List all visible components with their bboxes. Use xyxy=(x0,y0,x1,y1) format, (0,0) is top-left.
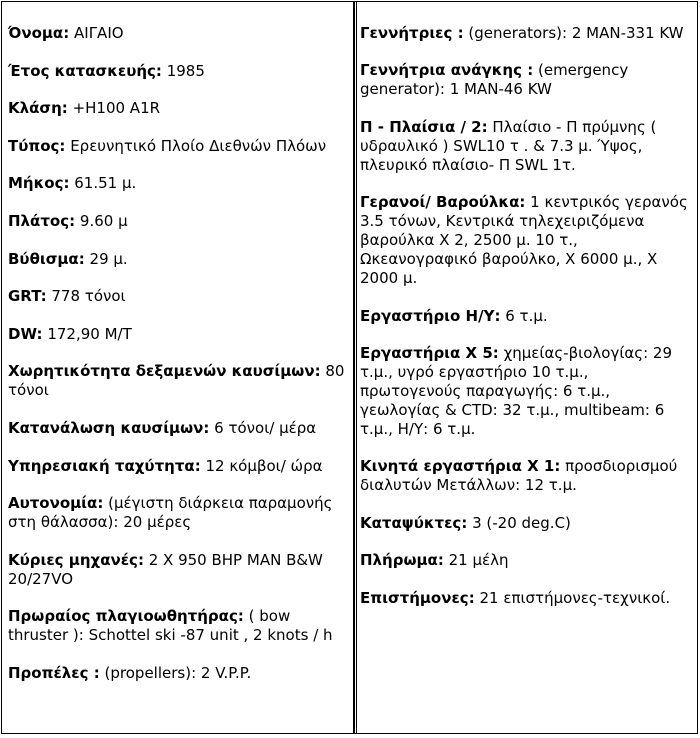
spec-row xyxy=(8,664,349,683)
spec-column-right xyxy=(356,2,697,733)
spec-row xyxy=(360,589,693,608)
spec-label: Κλάση: xyxy=(8,99,68,118)
spec-label: DW: xyxy=(8,324,43,343)
spec-row xyxy=(360,551,693,570)
spec-row xyxy=(8,99,349,118)
spec-value: 778 τόνοι xyxy=(51,287,126,306)
spec-label: Όνομα: xyxy=(8,24,70,42)
spec-label: Εργαστήριο Η/Υ: xyxy=(360,306,501,325)
spec-value: 61.51 μ. xyxy=(74,174,137,193)
spec-value: Ερευνητικό Πλοίο Διεθνών Πλόων xyxy=(70,136,327,155)
spec-value: 1985 xyxy=(166,61,205,80)
spec-value: Πλαίσιο - Π πρύμνης ( υδραυλικό ) SWL10 τ . & 7.3 μ. Ύψος, πλευρικό πλαίσιο- Π SWL 1τ. xyxy=(360,117,657,174)
spec-row xyxy=(360,24,693,43)
spec-value: (μέγιστη διάρκεια παραμονής στη θάλασσα): 20 μέρες xyxy=(8,494,333,532)
spec-label: Πρωραίος πλαγιοωθητήρας: xyxy=(8,607,244,626)
spec-label: Καταψύκτες: xyxy=(360,513,468,532)
spec-label: Αυτονομία: xyxy=(8,494,104,513)
spec-value: ( bow thruster ): Schottel ski -87 unit , 2 knots / h xyxy=(8,607,333,645)
spec-label: Γεννήτρια ανάγκης : xyxy=(360,61,534,80)
spec-row xyxy=(360,118,693,175)
spec-row xyxy=(8,325,349,344)
spec-row xyxy=(8,24,349,43)
spec-value: 9.60 μ xyxy=(79,211,128,230)
spec-label: Μήκος: xyxy=(8,174,70,193)
spec-row xyxy=(360,307,693,326)
spec-value: προσδιορισμού διαλυτών Μετάλλων: 12 τ.μ. xyxy=(360,457,678,495)
spec-label: Πλήρωμα: xyxy=(360,551,444,570)
spec-row xyxy=(8,250,349,269)
spec-row xyxy=(8,174,349,193)
spec-row xyxy=(8,551,349,589)
spec-value: 2 Χ 950 BHP MAN B&W 20/27VO xyxy=(8,550,323,588)
spec-label: Εργαστήρια Χ 5: xyxy=(360,343,499,362)
spec-value: 6 τ.μ. xyxy=(505,306,548,325)
spec-row xyxy=(360,61,693,99)
spec-row xyxy=(360,457,693,495)
spec-row xyxy=(8,287,349,306)
spec-row xyxy=(8,212,349,231)
spec-row xyxy=(8,362,349,400)
spec-value: 6 τόνοι/ μέρα xyxy=(214,418,317,437)
spec-row xyxy=(8,457,349,476)
spec-row xyxy=(360,514,693,533)
spec-label: Προπέλες : xyxy=(8,663,100,682)
spec-label: Βύθισμα: xyxy=(8,249,85,268)
spec-value: ΑΙΓΑΙΟ xyxy=(74,24,124,42)
spec-value: 3 (-20 deg.C) xyxy=(472,513,571,532)
spec-row xyxy=(8,607,349,645)
spec-value: (emergency generator): 1 MAN-46 KW xyxy=(360,61,629,99)
spec-value: χημείας-βιολογίας: 29 τ.μ., υγρό εργαστήριο 10 τ.μ., πρωτογενούς παραγωγής: 6 τ.μ., γεωλογίας & CTD: 32 τ.μ., multibeam: 6 τ.μ., Η/Υ: 6 τ.μ. xyxy=(360,343,672,438)
spec-value: 80 τόνοι xyxy=(8,362,345,400)
spec-value: (propellers): 2 V.P.P. xyxy=(104,663,252,682)
vessel-spec-table xyxy=(1,1,698,734)
spec-label: Γερανοί/ Βαρούλκα: xyxy=(360,193,526,212)
spec-value: 1 κεντρικός γερανός 3.5 τόνων, Κεντρικά τηλεχειριζόμενα βαρούλκα Χ 2, 2500 μ. 10 τ., Ωκεανογραφικό βαρούλκο, Χ 6000 μ., Χ 2000 μ. xyxy=(360,193,688,288)
spec-label: Π - Πλαίσια / 2: xyxy=(360,117,488,136)
spec-row xyxy=(360,193,693,288)
spec-label: Κατανάλωση καυσίμων: xyxy=(8,418,210,437)
spec-label: Χωρητικότητα δεξαμενών καυσίμων: xyxy=(8,362,321,381)
spec-value: 29 μ. xyxy=(89,249,128,268)
spec-row xyxy=(8,494,349,532)
spec-label: Πλάτος: xyxy=(8,211,76,230)
spec-value: 12 κόμβοι/ ώρα xyxy=(205,456,323,475)
spec-row xyxy=(8,419,349,438)
spec-value: (generators): 2 MAN-331 KW xyxy=(468,24,684,42)
spec-row xyxy=(8,137,349,156)
spec-column-left xyxy=(2,2,355,733)
spec-row xyxy=(360,344,693,439)
spec-value: +Η100 Α1R xyxy=(72,99,161,118)
spec-row xyxy=(8,62,349,81)
spec-label: Κινητά εργαστήρια Χ 1: xyxy=(360,457,561,476)
spec-value: 172,90 M/T xyxy=(47,324,132,343)
spec-label: Επιστήμονες: xyxy=(360,588,475,607)
spec-label: Κύριες μηχανές: xyxy=(8,550,144,569)
spec-value: 21 μέλη xyxy=(448,551,509,570)
spec-label: Γεννήτριες : xyxy=(360,24,464,42)
spec-label: Έτος κατασκευής: xyxy=(8,61,162,80)
spec-label: Υπηρεσιακή ταχύτητα: xyxy=(8,456,201,475)
spec-value: 21 επιστήμονες-τεχνικοί. xyxy=(479,588,671,607)
spec-label: Τύπος: xyxy=(8,136,66,155)
spec-label: GRT: xyxy=(8,287,47,306)
